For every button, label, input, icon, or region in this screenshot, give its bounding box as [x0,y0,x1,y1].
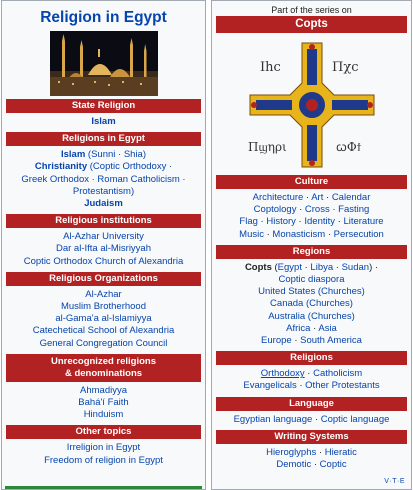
section-header: Culture [216,175,407,189]
wiki-link[interactable]: Dar al-Ifta al-Misriyyah [55,243,152,255]
separator-text: · [311,459,320,471]
wiki-link[interactable]: Orthodoxy [260,368,305,380]
wiki-link[interactable]: (Coptic Orthodoxy · [87,161,173,173]
link-row [218,204,405,216]
link-row [218,286,405,298]
link-row [8,289,199,301]
separator-text: · [303,192,312,203]
link-row [8,198,199,210]
link-row [218,262,405,274]
link-row [218,459,405,471]
link-list [212,413,411,428]
link-row [8,243,199,255]
series-title[interactable]: Copts [216,16,407,33]
wiki-link[interactable]: United States (Churches) [258,286,365,298]
separator-text: · [333,261,342,273]
link-row [218,229,405,241]
separator-text: · [335,216,344,228]
separator-text: · [325,228,334,240]
separator-text: · [316,446,325,458]
separator-text: · [304,368,314,380]
wiki-link[interactable]: Monasticism [272,228,326,240]
wiki-link[interactable]: Catechetical School of Alexandria [32,325,175,337]
series-pretitle: Part of the series on [271,5,352,15]
wiki-link[interactable]: Coptic [319,459,347,471]
wiki-link[interactable]: Libya [310,261,334,273]
section-header: Other topics [6,425,201,439]
coptic-cross-icon [242,39,382,171]
separator-text: · [329,204,339,216]
section-header: Religions in Egypt [6,132,201,146]
wiki-link[interactable]: Identity [304,216,335,228]
cross-letters-tr: Πχc [331,60,358,75]
link-row [8,186,199,198]
wiki-link[interactable]: General Congregation Council [39,337,168,349]
wiki-link[interactable]: Demotic [276,459,312,471]
separator-text: · [296,204,305,216]
link-row [8,338,199,350]
link-row [218,447,405,459]
cross-letters-tl: Ιhc [259,60,281,75]
wiki-link[interactable]: Fasting [338,204,370,216]
bottom-strip [5,486,202,489]
link-list [2,288,205,352]
wiki-link[interactable]: Al-Azhar University [63,231,144,243]
vte-links[interactable]: V·T·E [384,478,405,485]
link-row [218,274,405,286]
right-sections [212,175,411,473]
link-list [2,441,205,468]
wiki-link[interactable]: Egypt [277,261,302,273]
link-list [212,367,411,394]
section-header: Regions [216,245,407,259]
separator-text: ( [271,261,278,273]
wiki-link[interactable]: Catholicism [313,368,363,380]
link-row [8,149,199,161]
link-row [8,174,199,186]
wiki-link[interactable]: Al-Azhar [85,288,122,300]
wiki-link[interactable]: Other Protestants [305,380,380,392]
wiki-link[interactable]: Coptology [253,204,297,216]
wiki-link[interactable]: Australia (Churches) [268,310,355,322]
link-row [8,161,199,173]
link-list [212,261,411,349]
wiki-link[interactable]: Coptic language [320,413,390,425]
wiki-link[interactable]: Hinduism [83,409,124,421]
section-header: Religious Organizations [6,272,201,286]
wiki-link[interactable]: Europe [261,335,292,347]
section-header: Religions [216,351,407,365]
section-header: Writing Systems [216,430,407,444]
wiki-link[interactable]: Flag [239,216,258,228]
link-row [218,216,405,228]
section-header [6,354,201,382]
link-row [218,335,405,347]
wiki-link[interactable]: South America [300,335,362,347]
link-row [8,442,199,454]
copts-series-sidebar [211,0,412,490]
wiki-link[interactable]: (Sunni · Shia) [85,149,147,161]
left-sections [2,99,205,469]
separator-text: · [323,192,332,203]
link-row [8,397,199,409]
link-row [8,301,199,313]
wiki-link[interactable]: Sudan [341,261,370,273]
wiki-link[interactable]: Persecution [333,228,384,240]
cross-letters-br: ꞷΦϯ [335,140,361,154]
wiki-link[interactable]: Music [239,228,264,240]
wiki-link[interactable]: Hieratic [324,446,357,458]
link-row [8,256,199,268]
section-header-line: Unrecognized religions [50,355,157,367]
link-list [212,191,411,243]
wiki-link[interactable]: al-Gama'a al-Islamiyya [55,313,152,325]
link-row [218,192,405,204]
link-list [2,148,205,212]
link-list [212,446,411,473]
separator-text: · [296,380,306,392]
wiki-link[interactable]: Coptic Orthodox Church of Alexandria [23,255,184,267]
link-row [218,323,405,335]
wiki-link[interactable]: Literature [343,216,384,228]
separator-text: · [263,228,273,240]
wiki-link[interactable]: Calendar [331,192,371,203]
mosque-skyline-image [50,31,158,96]
link-row [218,368,405,380]
sidebar-title[interactable]: Religion in Egypt [40,9,167,26]
wiki-link[interactable]: Ahmadiyya [80,384,127,396]
wiki-link[interactable]: History [266,216,296,228]
cross-letters-bl: Πϣηρι [247,140,287,154]
separator-text: · [310,322,319,334]
wiki-link[interactable]: Greek Orthodox · Roman Catholicism · [21,173,186,185]
section-header: Language [216,397,407,411]
wiki-link[interactable]: Cross [304,204,330,216]
section-header: State Religion [6,99,201,113]
wiki-link[interactable]: Christianity [34,161,88,173]
link-row [8,455,199,467]
separator-text: · [291,335,301,347]
section-header: Religious institutions [6,214,201,228]
wiki-link[interactable]: Irreligion in Egypt [66,442,141,454]
separator-text: · [295,216,305,228]
wiki-link[interactable]: Africa [286,322,311,334]
wiki-link[interactable]: Canada (Churches) [270,298,353,310]
link-row [218,298,405,310]
link-row [8,325,199,337]
separator-text: ) · [369,261,379,273]
wiki-link[interactable]: Architecture [252,192,304,203]
wiki-link[interactable]: Bahá'í Faith [78,397,129,409]
link-list [2,115,205,130]
wiki-link[interactable]: Art [311,192,324,203]
separator-text: · [301,261,311,273]
wiki-link[interactable]: Protestantism) [72,185,135,197]
link-list [2,384,205,424]
link-row [8,409,199,421]
label-text: Copts [244,261,272,273]
link-row [218,311,405,323]
link-row [8,116,199,128]
link-row [8,231,199,243]
wiki-link[interactable]: Evangelicals [243,380,297,392]
link-row [218,380,405,392]
religion-in-egypt-sidebar [1,0,206,490]
wiki-link[interactable]: Judaism [84,198,123,210]
link-row [8,385,199,397]
wiki-link[interactable]: Hieroglyphs [266,446,317,458]
cairo-mosques-photo[interactable] [50,31,158,96]
coptic-cross-image[interactable] [242,39,382,171]
link-row [8,313,199,325]
wiki-link[interactable]: Coptic diaspora [278,274,345,286]
separator-text: · [312,413,321,425]
section-header-line: & denominations [64,367,143,379]
link-row [218,414,405,426]
wiki-link[interactable]: Asia [318,322,337,334]
link-list [2,230,205,270]
wiki-link[interactable]: Islam [60,149,86,161]
wiki-link[interactable]: Freedom of religion in Egypt [44,454,163,466]
wiki-link[interactable]: Islam [91,116,116,127]
wiki-link[interactable]: Egyptian language [233,413,313,425]
wiki-link[interactable]: Muslim Brotherhood [60,301,146,313]
separator-text: · [257,216,267,228]
